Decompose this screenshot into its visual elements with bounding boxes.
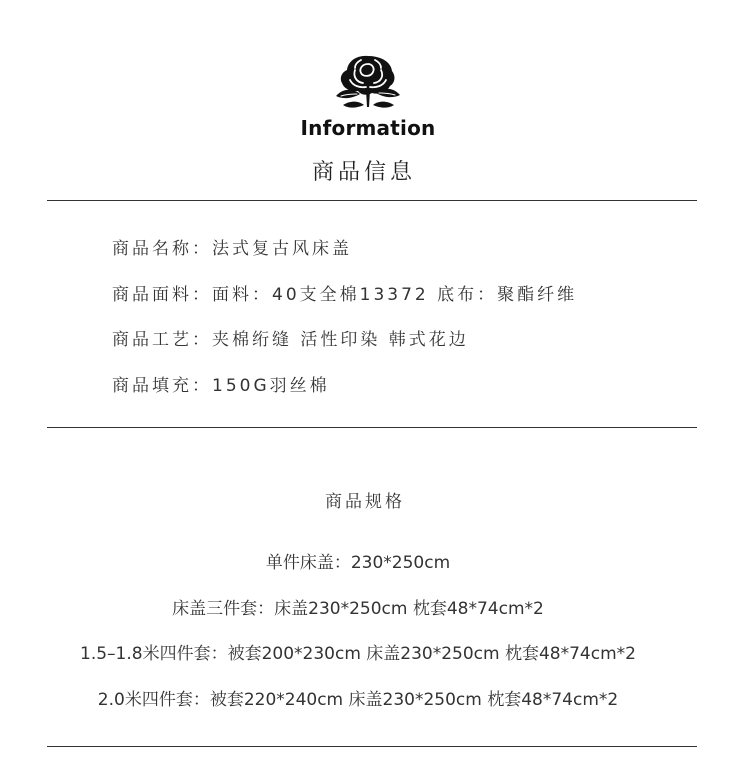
product-info-list <box>112 234 577 416</box>
info-row-fabric: 商品面料：面料：40支全棉13372 底布：聚酯纤维 <box>112 284 578 305</box>
info-row-craft: 商品工艺：夹棉绗缝 活性印染 韩式花边 <box>112 330 469 350</box>
info-row-name: 商品名称：法式复古风床盖 <box>112 239 352 259</box>
divider-top <box>47 200 697 201</box>
spec-list <box>0 548 716 731</box>
spec-row-four-piece-1-5: 1.5–1.8米四件套：被套200*230cm 床盖230*250cm 枕套48*74cm*2 <box>80 644 636 665</box>
spec-row-single: 单件床盖：230*250cm <box>265 553 451 573</box>
title-chinese: 商品信息 <box>311 160 416 185</box>
title-english: Information <box>300 116 436 140</box>
divider-bottom <box>47 746 697 747</box>
spec-title: 商品规格 <box>325 492 405 512</box>
info-row-filling: 商品填充：150G羽丝棉 <box>112 375 330 396</box>
divider-middle <box>47 427 697 428</box>
spec-row-four-piece-2-0: 2.0米四件套：被套220*240cm 床盖230*250cm 枕套48*74cm*2 <box>97 690 619 711</box>
spec-row-three-piece: 床盖三件套：床盖230*250cm 枕套48*74cm*2 <box>172 598 544 619</box>
rose-icon <box>333 52 403 110</box>
